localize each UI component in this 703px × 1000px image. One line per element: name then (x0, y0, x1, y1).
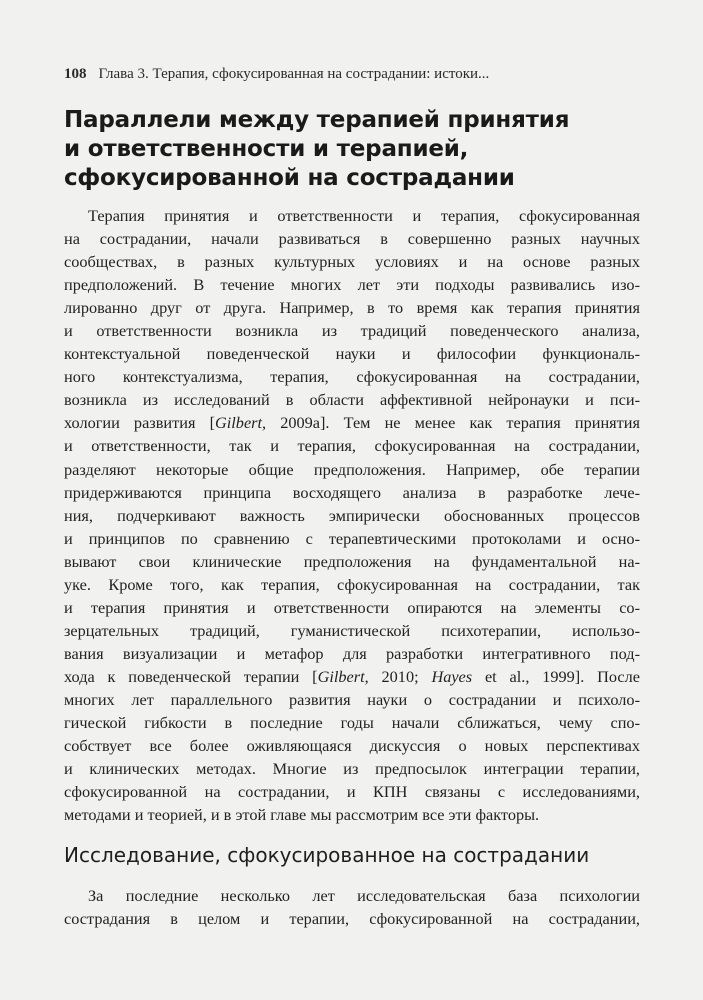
citation-author: Gilbert (215, 413, 263, 433)
text-line: и терапия принятия и ответственности опираются на элементы со- (64, 597, 640, 617)
text-line: многих лет параллельного развития науки о сострадании и психоло- (64, 689, 640, 709)
text-line: контекстуальной поведенческой науки и философии функциональ- (64, 344, 640, 364)
section-heading-line: и ответственности и терапией, (64, 136, 469, 162)
text-line: возникла из исследований в области аффективной нейронауки и пси- (64, 390, 640, 410)
section-heading (64, 106, 644, 193)
text-line: уке. Кроме того, как терапия, сфокусированная на сострадании, так (64, 574, 640, 594)
text-line: сфокусированной на сострадании, и КПН связаны с исследованиями, (64, 782, 640, 802)
section-heading-line: сфокусированной на сострадании (64, 165, 515, 191)
text-line: Терапия принятия и ответственности и терапия, сфокусированная (88, 206, 640, 225)
text-line: вания визуализации и метафор для разработки интегративного под- (64, 643, 640, 663)
text-line: предположений. В течение многих лет эти подходы развивались изо- (64, 275, 640, 295)
citation-author: Gilbert (317, 666, 365, 686)
text-line: и принципов по сравнению с терапевтическими протоколами и осно- (64, 528, 640, 548)
text-line: сострадания в целом и терапии, сфокусированной на сострадании, (64, 909, 640, 929)
chapter-title: Глава 3. Терапия, сфокусированная на сострадании: истоки... (98, 66, 490, 82)
text-line: вывают свои клинические предположения на фундаментальной на- (64, 551, 640, 571)
text-line: на сострадании, начали развиваться в совершенно разных научных (64, 229, 640, 249)
text-line: За последние несколько лет исследовательская база психологии (88, 886, 640, 905)
text-line: разделяют некоторые общие предположения. Например, обе терапии (64, 459, 640, 479)
text-line: придерживаются принципа восходящего анализа в разработке лече- (64, 482, 640, 502)
text-line: ния, подчеркивают важность эмпирически обоснованных процессов (64, 505, 640, 525)
text-line: зерцательных традиций, гуманистической психотерапии, использо- (64, 620, 640, 640)
text-line: собствует все более оживляющаяся дискуссия о новых перспективах (64, 736, 640, 756)
text-line: хода к поведенческой терапии [Gilbert, 2010; Hayes et al., 1999]. После (64, 666, 640, 686)
running-header (64, 64, 644, 84)
text-line: и ответственности, так и терапия, сфокусированная на сострадании, (64, 436, 640, 456)
text-line: ного контекстуализма, терапия, сфокусированная на сострадании, (64, 367, 640, 387)
body-paragraph (64, 884, 640, 930)
body-paragraph (64, 204, 640, 826)
text-line: лированно друг от друга. Например, в то время как терапия принятия (64, 298, 640, 318)
section-heading-line: Параллели между терапией принятия (64, 107, 570, 133)
text-line: гической гибкости в последние годы начали сближаться, чему спо- (64, 713, 640, 733)
text-line: и ответственности возникла из традиций поведенческого анализа, (64, 321, 640, 341)
citation-author: Hayes (431, 666, 473, 686)
subsection-heading: Исследование, сфокусированное на сострадании (64, 843, 590, 867)
text-line: методами и теорией, и в этой главе мы рассмотрим все эти факторы. (64, 805, 540, 825)
text-line: и клинических методах. Многие из предпосылок интеграции терапии, (64, 759, 640, 779)
text-line: хологии развития [Gilbert, 2009a]. Тем не менее как терапия принятия (64, 413, 640, 433)
text-line: сообществах, в разных культурных условиях и на основе разных (64, 252, 640, 272)
page-number: 108 (64, 66, 87, 82)
